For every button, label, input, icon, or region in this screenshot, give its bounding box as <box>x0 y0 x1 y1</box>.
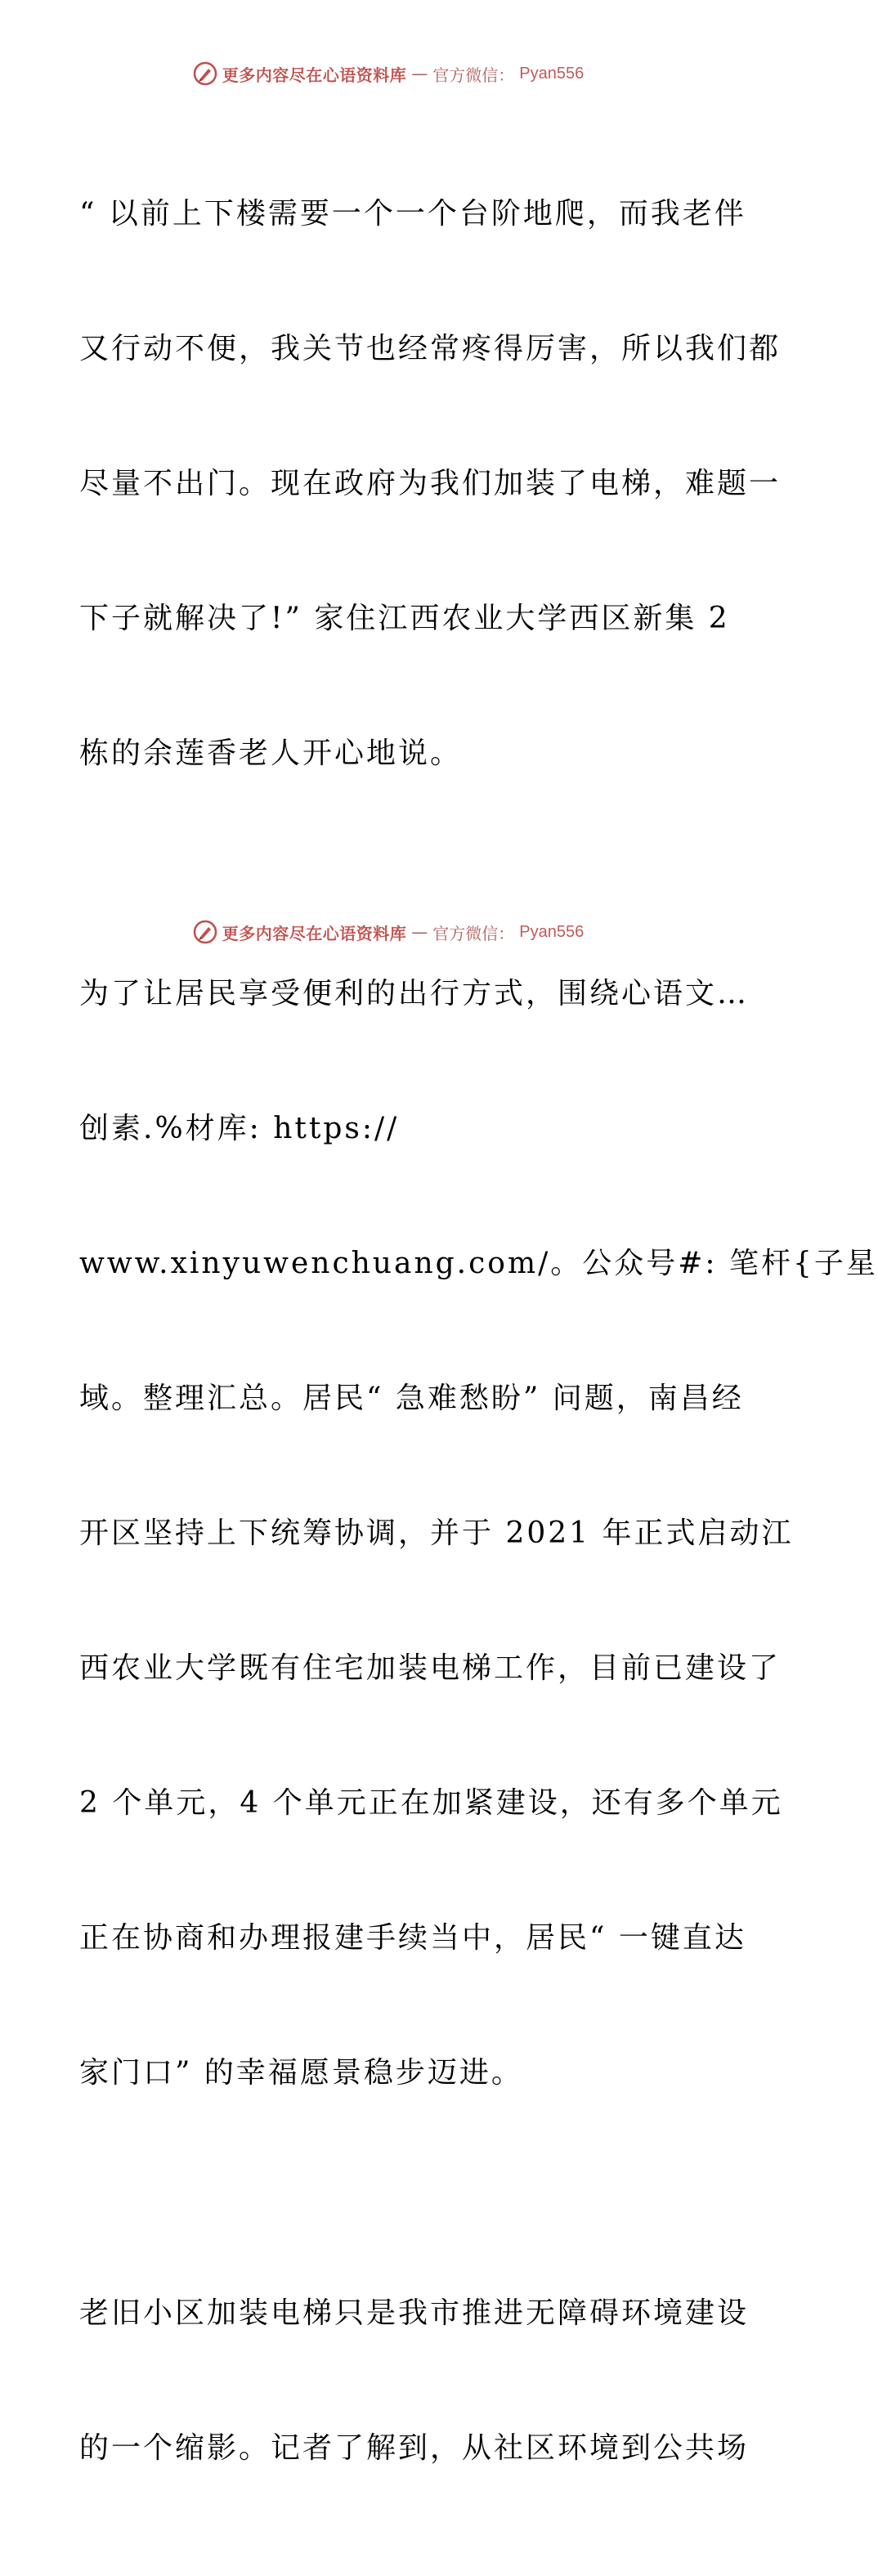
header-banner <box>0 59 777 88</box>
header-wechat-label: 官方微信： <box>432 65 515 85</box>
text-line: 又行动不便，我关节也经常疼得厉害，所以我们都 <box>79 332 782 365</box>
footer-banner <box>0 917 777 947</box>
text-line: 下子就解决了!” 家住江西农业大学西区新集 2 <box>79 602 730 635</box>
text-line: 老旧小区加装电梯只是我市推进无障碍环境建设 <box>79 2296 750 2330</box>
text-line: 家门口” 的幸福愿景稳步迈进。 <box>79 2056 523 2090</box>
text-line: 为了让居民享受便利的出行方式，围绕心语文… <box>79 977 750 1010</box>
header-banner-inner <box>193 61 584 86</box>
text-line: 正在协商和办理报建手续当中，居民“ 一键直达 <box>79 1921 746 1955</box>
text-line: 2 个单元，4 个单元正在加紧建设，还有多个单元 <box>79 1786 783 1820</box>
text-line: 开区坚持上下统筹协调，并于 2021 年正式启动江 <box>79 1516 794 1550</box>
header-wechat-id: Pyan556 <box>519 64 585 83</box>
paragraph-1 <box>79 101 782 866</box>
footer-wechat-id: Pyan556 <box>519 922 585 941</box>
header-banner-separator: — <box>411 64 428 83</box>
text-line: 域。整理汇总。居民“ 急难愁盼” 问题，南昌经 <box>79 1382 744 1415</box>
pen-nib-logo-icon <box>193 61 217 86</box>
footer-banner-inner <box>193 920 584 944</box>
paragraph-3 <box>79 2201 750 2560</box>
footer-wechat-label: 官方微信： <box>432 923 515 943</box>
header-banner-text: 更多内容尽在心语资料库 <box>222 65 407 85</box>
text-line: 的一个缩影。记者了解到，从社区环境到公共场 <box>79 2431 750 2465</box>
text-line: 西农业大学既有住宅加装电梯工作，目前已建设了 <box>79 1651 782 1685</box>
document-body <box>79 101 878 2576</box>
text-line: www.xinyuwenchuang.com/。公众号#: 笔杆{子星 <box>79 1247 878 1280</box>
text-line: 尽量不出门。现在政府为我们加装了电梯，难题一 <box>79 467 782 500</box>
text-line: “ 以前上下楼需要一个一个台阶地爬，而我老伴 <box>79 197 746 231</box>
footer-banner-separator: — <box>411 922 428 942</box>
pen-nib-logo-icon <box>193 920 217 944</box>
text-line: 创素.%材库: https:// <box>79 1112 400 1145</box>
footer-banner-text: 更多内容尽在心语资料库 <box>222 923 407 943</box>
paragraph-2 <box>79 881 878 2185</box>
text-line: 栋的余莲香老人开心地说。 <box>79 737 463 770</box>
